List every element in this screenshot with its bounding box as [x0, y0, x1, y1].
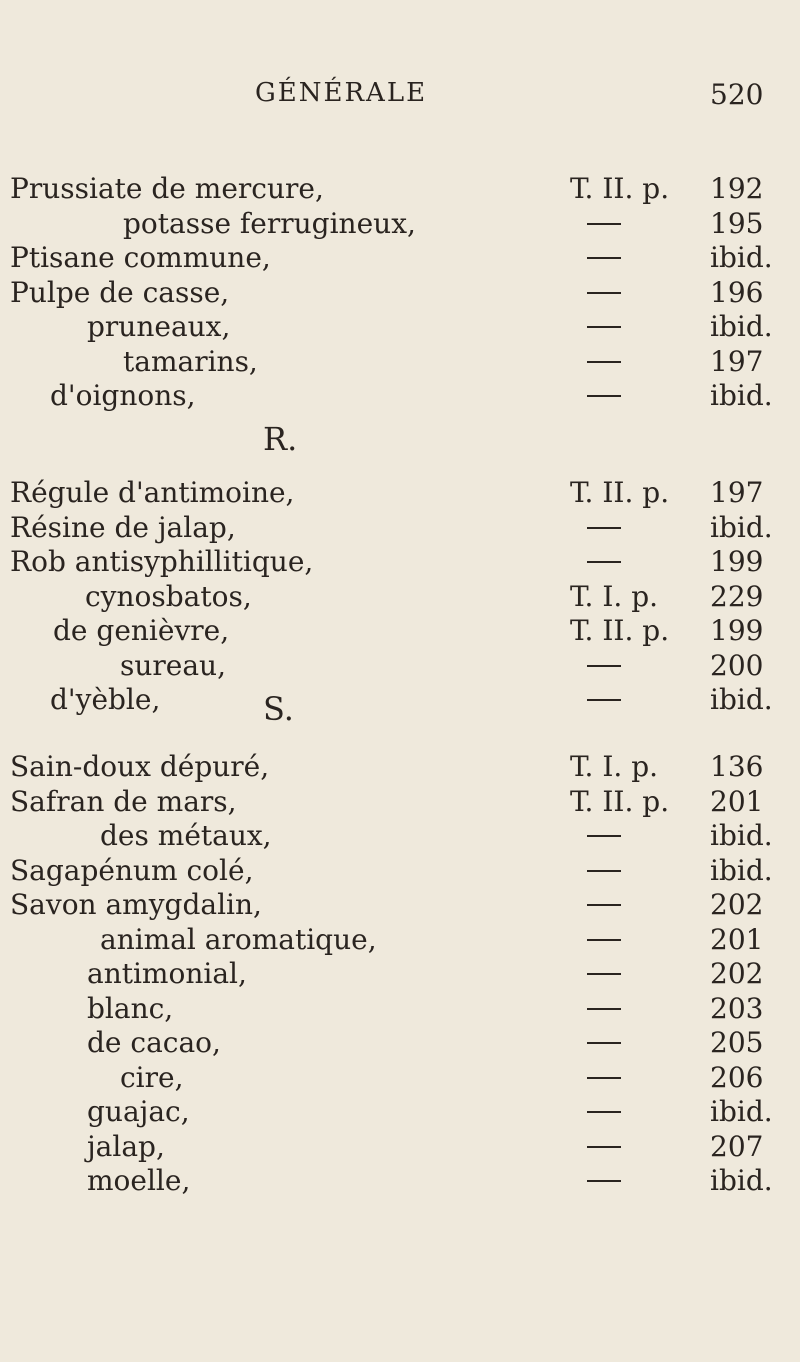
index-section-r: [0, 476, 800, 718]
entry-term: Savon amygdalin,: [10, 888, 262, 921]
entry-page: 202: [710, 888, 764, 921]
index-entry: [0, 241, 800, 276]
entry-term: d'yèble,: [50, 683, 161, 716]
index-entry: [0, 614, 800, 649]
index-entry: [0, 923, 800, 958]
entry-page: 205: [710, 1026, 764, 1059]
index-entry: [0, 545, 800, 580]
entry-term: Safran de mars,: [10, 784, 237, 818]
entry-term: moelle,: [87, 1164, 191, 1197]
ditto-dash: [587, 326, 621, 328]
index-entry: [0, 345, 800, 380]
entry-term: antimonial,: [87, 957, 247, 990]
entry-volume: T. II. p.: [570, 614, 670, 647]
index-entry: [0, 1095, 800, 1130]
ditto-dash: [587, 1077, 621, 1079]
entry-page: 201: [710, 784, 764, 818]
entry-page: 192: [710, 172, 764, 205]
ditto-dash: [587, 904, 621, 906]
entry-term: Sain-doux dépuré,: [10, 750, 270, 783]
ditto-dash: [587, 665, 621, 667]
ditto-dash: [587, 1008, 621, 1010]
entry-term: jalap,: [87, 1129, 165, 1163]
index-entry: [0, 1026, 800, 1061]
index-section-p: [0, 172, 800, 414]
entry-page: 202: [710, 957, 764, 990]
index-section-s: [0, 750, 800, 1199]
entry-page: 207: [710, 1129, 764, 1163]
entry-page: 201: [710, 922, 764, 956]
entry-term: d'oignons,: [50, 379, 196, 412]
index-entry: [0, 683, 800, 718]
index-entry: [0, 750, 800, 785]
entry-page: 196: [710, 275, 764, 309]
entry-term: tamarins,: [123, 344, 258, 378]
ditto-dash: [587, 561, 621, 563]
ditto-dash: [587, 1146, 621, 1148]
index-entry: [0, 1164, 800, 1199]
ditto-dash: [587, 1111, 621, 1113]
entry-page: ibid.: [710, 310, 773, 343]
entry-page: 200: [710, 648, 764, 682]
ditto-dash: [587, 870, 621, 872]
index-entry: [0, 172, 800, 207]
entry-volume: T. II. p.: [570, 784, 670, 818]
entry-term: potasse ferrugineux,: [123, 206, 416, 240]
ditto-dash: [587, 973, 621, 975]
index-entry: [0, 957, 800, 992]
index-entry: [0, 379, 800, 414]
ditto-dash: [587, 835, 621, 837]
index-entry: [0, 785, 800, 820]
entry-term: de genièvre,: [53, 614, 230, 647]
entry-term: Prussiate de mercure,: [10, 172, 324, 205]
entry-page: 197: [710, 344, 764, 378]
entry-term: Rob antisyphillitique,: [10, 545, 314, 578]
ditto-dash: [587, 257, 621, 259]
entry-page: ibid.: [710, 1164, 773, 1197]
entry-page: 199: [710, 545, 764, 578]
entry-term: des métaux,: [100, 819, 272, 852]
entry-page: 197: [710, 476, 764, 509]
entry-term: de cacao,: [87, 1026, 221, 1059]
index-entry: [0, 511, 800, 546]
entry-page: ibid.: [710, 1095, 773, 1128]
entry-page: 136: [710, 750, 764, 783]
index-entry: [0, 888, 800, 923]
entry-page: ibid.: [710, 683, 773, 716]
entry-term: guajac,: [87, 1095, 190, 1128]
index-entry: [0, 1130, 800, 1165]
ditto-dash: [587, 1042, 621, 1044]
ditto-dash: [587, 395, 621, 397]
entry-volume: T. I. p.: [570, 750, 659, 783]
index-entry: [0, 854, 800, 889]
ditto-dash: [587, 699, 621, 701]
entry-page: ibid.: [710, 853, 773, 887]
entry-term: blanc,: [87, 991, 174, 1025]
index-entry: [0, 819, 800, 854]
entry-term: Ptisane commune,: [10, 241, 271, 274]
section-letter-r: R.: [263, 420, 298, 458]
entry-term: Régule d'antimoine,: [10, 476, 295, 509]
index-entry: [0, 992, 800, 1027]
entry-page: 203: [710, 991, 764, 1025]
ditto-dash: [587, 361, 621, 363]
index-entry: [0, 1061, 800, 1096]
ditto-dash: [587, 1180, 621, 1182]
entry-term: cire,: [120, 1060, 184, 1094]
entry-volume: T. I. p.: [570, 579, 659, 613]
index-entry: [0, 476, 800, 511]
ditto-dash: [587, 292, 621, 294]
index-entry: [0, 580, 800, 615]
entry-page: ibid.: [710, 510, 773, 544]
entry-page: ibid.: [710, 379, 773, 412]
entry-term: pruneaux,: [87, 310, 231, 343]
entry-page: ibid.: [710, 241, 773, 274]
entry-term: sureau,: [120, 648, 226, 682]
index-entry: [0, 207, 800, 242]
page-header: [0, 78, 800, 118]
entry-volume: T. II. p.: [570, 172, 670, 205]
entry-term: cynosbatos,: [85, 579, 252, 613]
ditto-dash: [587, 527, 621, 529]
entry-page: 229: [710, 579, 764, 613]
ditto-dash: [587, 223, 621, 225]
running-title: GÉNÉRALE: [255, 78, 428, 108]
entry-term: Résine de jalap,: [10, 510, 236, 544]
ditto-dash: [587, 939, 621, 941]
index-entry: [0, 310, 800, 345]
entry-term: Sagapénum colé,: [10, 853, 254, 887]
index-entry: [0, 649, 800, 684]
entry-term: Pulpe de casse,: [10, 275, 230, 309]
entry-page: 199: [710, 614, 764, 647]
section-letter-s: S.: [263, 690, 294, 728]
entry-page: ibid.: [710, 819, 773, 852]
entry-page: 206: [710, 1060, 764, 1094]
entry-page: 195: [710, 206, 764, 240]
entry-volume: T. II. p.: [570, 476, 670, 509]
index-entry: [0, 276, 800, 311]
page-number: 520: [710, 78, 764, 111]
entry-term: animal aromatique,: [100, 922, 377, 956]
